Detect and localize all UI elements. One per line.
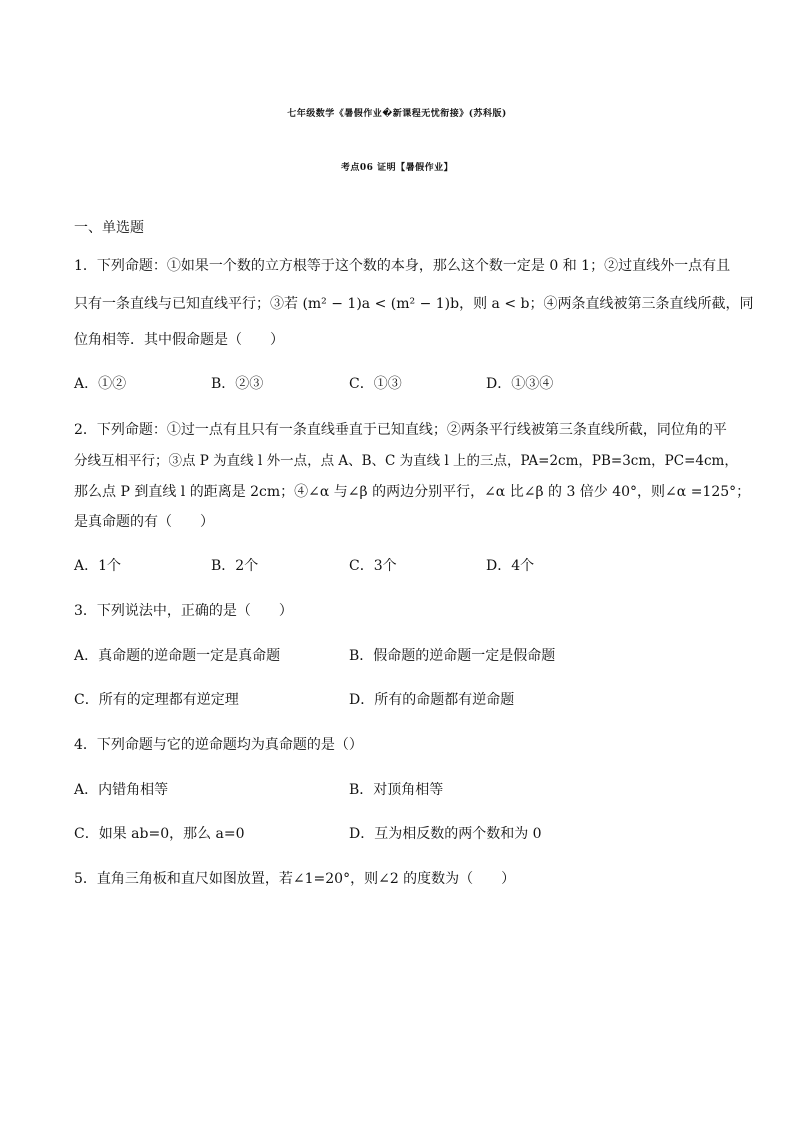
option-d: D．所有的命题都有逆命题 <box>349 692 515 708</box>
option-a: A．①② <box>74 376 127 392</box>
option-c: C．①③ <box>349 376 402 392</box>
question-text-line: 位角相等．其中假命题是（ ） <box>74 332 284 348</box>
option-a: A．1个 <box>74 558 122 574</box>
option-a: A．真命题的逆命题一定是真命题 <box>74 648 281 664</box>
option-d: D．互为相反数的两个数和为 0 <box>349 826 542 842</box>
option-d: D．4个 <box>486 558 535 574</box>
option-c: C．所有的定理都有逆定理 <box>74 692 239 708</box>
option-d: D．①③④ <box>486 376 554 392</box>
option-c: C．3个 <box>349 558 397 574</box>
option-b: B．对顶角相等 <box>349 782 444 798</box>
question-text-line: 3．下列说法中，正确的是（ ） <box>74 603 293 619</box>
document-title: 七年级数学《暑假作业�新课程无忧衔接》(苏科版) <box>287 109 507 119</box>
option-a: A．内错角相等 <box>74 782 169 798</box>
option-b: B．2个 <box>211 558 259 574</box>
question-text-line: 4．下列命题与它的逆命题均为真命题的是（） <box>74 737 363 753</box>
question-text-line: 只有一条直线与已知直线平行；③若 (m² − 1)a < (m² − 1)b，则 a < b；④两条直线被第三条直线所截，同 <box>74 296 754 312</box>
document-subtitle: 考点06 证明【暑假作业】 <box>340 163 454 173</box>
question-text-line: 2．下列命题：①过一点有且只有一条直线垂直于已知直线；②两条平行线被第三条直线所截，同位角的平 <box>74 422 727 438</box>
option-c: C．如果 ab=0，那么 a=0 <box>74 826 245 842</box>
question-text-line: 那么点 P 到直线 l 的距离是 2cm；④∠α 与∠β 的两边分别平行，∠α 比∠β 的 3 倍少 40°，则∠α =125°； <box>74 484 751 500</box>
option-b: B．②③ <box>211 376 264 392</box>
question-text-line: 5．直角三角板和直尺如图放置，若∠1=20°，则∠2 的度数为（ ） <box>74 871 516 887</box>
option-b: B．假命题的逆命题一定是假命题 <box>349 648 556 664</box>
question-text-line: 分线互相平行；③点 P 为直线 l 外一点，点 A、B、C 为直线 l 上的三点，PA=2cm，PB=3cm，PC=4cm， <box>74 453 738 469</box>
section-heading: 一、单选题 <box>74 220 144 236</box>
question-text-line: 1．下列命题：①如果一个数的立方根等于这个数的本身，那么这个数一定是 0 和 1；②过直线外一点有且 <box>74 258 731 274</box>
question-text-line: 是真命题的有（ ） <box>74 514 214 530</box>
